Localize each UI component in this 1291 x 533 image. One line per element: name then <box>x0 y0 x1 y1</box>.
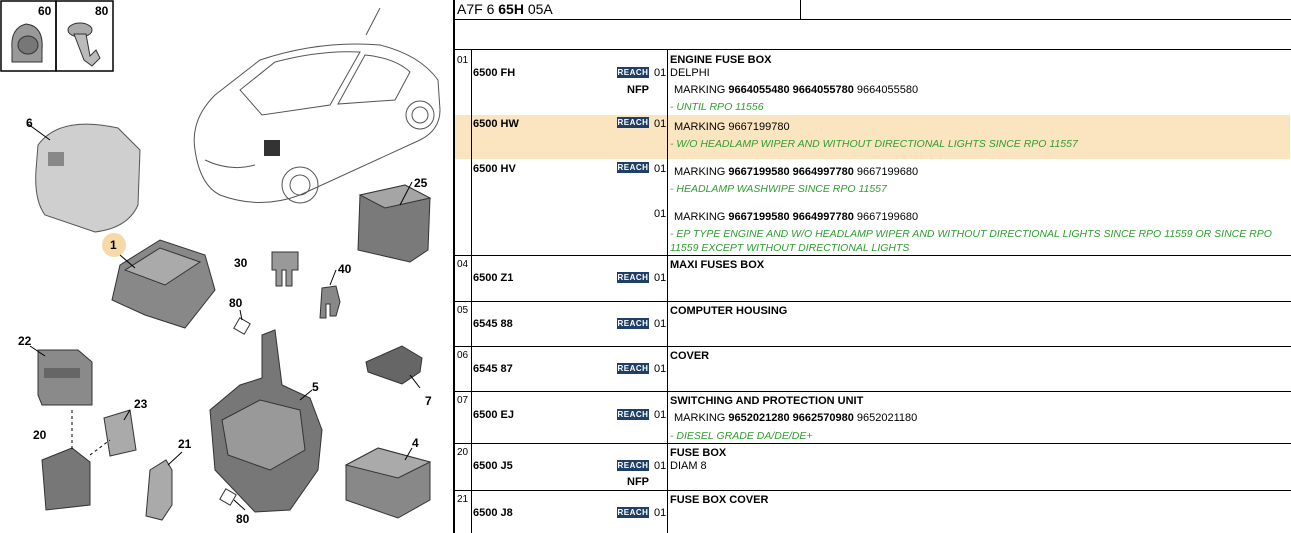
group-number: 01 <box>457 55 469 66</box>
part-title: MAXI FUSES BOX <box>670 259 765 271</box>
quantity: 01 <box>654 460 667 472</box>
part-ref-6500-fh[interactable]: 6500 FH <box>473 67 516 79</box>
callout-22: 22 <box>18 334 32 348</box>
condition-text: - UNTIL RPO 11556 <box>670 101 764 113</box>
part-ref-6545-87[interactable]: 6545 87 <box>473 363 513 375</box>
part-title: SWITCHING AND PROTECTION UNIT <box>670 395 864 407</box>
part-ref-6500-ej[interactable]: 6500 EJ <box>473 409 514 421</box>
reach-badge: REACH <box>617 68 649 77</box>
callout-6: 6 <box>26 116 33 130</box>
reach-badge: REACH <box>617 118 649 127</box>
part-ref-6500-hw[interactable]: 6500 HW <box>473 118 519 130</box>
group-number: 20 <box>457 447 469 458</box>
condition-text: - HEADLAMP WASHWIPE SINCE RPO 11557 <box>670 183 887 195</box>
marking-line: MARKING 9667199580 9664997780 9667199680 <box>674 211 919 223</box>
quantity: 01 <box>654 208 667 220</box>
cover-part-23 <box>104 410 136 456</box>
callout-23: 23 <box>134 397 148 411</box>
condition-text: - DIESEL GRADE DA/DE/DE+ <box>670 430 813 442</box>
callout-80-bottom: 80 <box>236 512 250 526</box>
quantity: 01 <box>654 67 667 79</box>
callout-5: 5 <box>312 380 319 394</box>
fuse-box-part-20 <box>42 448 90 510</box>
fuse-part-40 <box>320 286 340 318</box>
nfp-label: NFP <box>627 476 649 488</box>
cover-part-6 <box>36 124 140 232</box>
reach-badge: REACH <box>617 163 649 172</box>
diagram-drawing <box>0 0 453 533</box>
quantity: 01 <box>654 272 667 284</box>
quantity: 01 <box>654 409 667 421</box>
marking-line: MARKING 9667199580 9664997780 9667199680 <box>674 166 919 178</box>
part-ref-6500-z1[interactable]: 6500 Z1 <box>473 272 514 284</box>
parts-list <box>455 0 1291 533</box>
fuse-box-location-marker <box>264 140 280 156</box>
part-title: FUSE BOX COVER <box>670 494 769 506</box>
callout-60: 60 <box>38 4 52 18</box>
part-desc: DELPHI <box>670 67 710 79</box>
quantity: 01 <box>654 363 667 375</box>
clip-marker-80-lower <box>220 489 236 505</box>
quantity: 01 <box>654 318 667 330</box>
reach-badge: REACH <box>617 461 649 470</box>
part-ref-6500-j5[interactable]: 6500 J5 <box>473 460 513 472</box>
car-illustration <box>194 8 440 203</box>
quantity: 01 <box>654 507 667 519</box>
relay-part-7 <box>366 346 422 384</box>
condition-text: - W/O HEADLAMP WIPER AND WITHOUT DIRECTIONAL LIGHTS SINCE RPO 11557 <box>670 138 1078 150</box>
part-title: COVER <box>670 350 710 362</box>
callout-7: 7 <box>425 394 432 408</box>
reach-badge: REACH <box>617 273 649 282</box>
part-ref-6500-j8[interactable]: 6500 J8 <box>473 507 513 519</box>
callout-25: 25 <box>414 176 428 190</box>
reach-badge: REACH <box>617 410 649 419</box>
nfp-label: NFP <box>627 84 649 96</box>
callout-80-mid: 80 <box>229 296 243 310</box>
group-number: 07 <box>457 395 469 406</box>
part-ref-6500-hv[interactable]: 6500 HV <box>473 163 516 175</box>
callout-1: 1 <box>110 238 117 252</box>
marking-line: MARKING 9652021280 9662570980 9652021180 <box>674 412 918 424</box>
callout-40: 40 <box>338 262 352 276</box>
condition-text: - EP TYPE ENGINE AND W/O HEADLAMP WIPER AND WITHOUT DIRECTIONAL LIGHTS SINCE RPO 11559 OR SINCE RPO 11559 EXCEPT WITHOUT DIRECTIONAL LIGHTS <box>670 228 1272 254</box>
part-ref-6545-88[interactable]: 6545 88 <box>473 318 513 330</box>
fuse-box-cover-part-21 <box>146 460 172 520</box>
exploded-parts-diagram <box>0 0 453 533</box>
part-title: ENGINE FUSE BOX <box>670 54 772 66</box>
part-title: FUSE BOX <box>670 447 727 459</box>
quantity: 01 <box>654 163 667 175</box>
marking-line: MARKING 9667199780 <box>674 121 790 133</box>
callout-21: 21 <box>178 437 192 451</box>
group-number: 05 <box>457 305 469 316</box>
group-number: 06 <box>457 350 469 361</box>
part-desc: DIAM 8 <box>670 460 707 472</box>
reach-badge: REACH <box>617 364 649 373</box>
maxi-fuse-part-30 <box>272 252 298 286</box>
callout-30: 30 <box>234 256 248 270</box>
callout-4: 4 <box>412 436 419 450</box>
group-number: 21 <box>457 494 469 505</box>
quantity: 01 <box>654 118 667 130</box>
clip-marker-80 <box>234 318 250 334</box>
diagram-code: A7F 6 65H 05A <box>457 1 553 17</box>
callout-20: 20 <box>33 428 47 442</box>
callout-80: 80 <box>95 4 109 18</box>
reach-badge: REACH <box>617 319 649 328</box>
group-number: 04 <box>457 259 469 270</box>
part-title: COMPUTER HOUSING <box>670 305 788 317</box>
marking-line: MARKING 9664055480 9664055780 9664055580 <box>674 84 919 96</box>
reach-badge: REACH <box>617 508 649 517</box>
